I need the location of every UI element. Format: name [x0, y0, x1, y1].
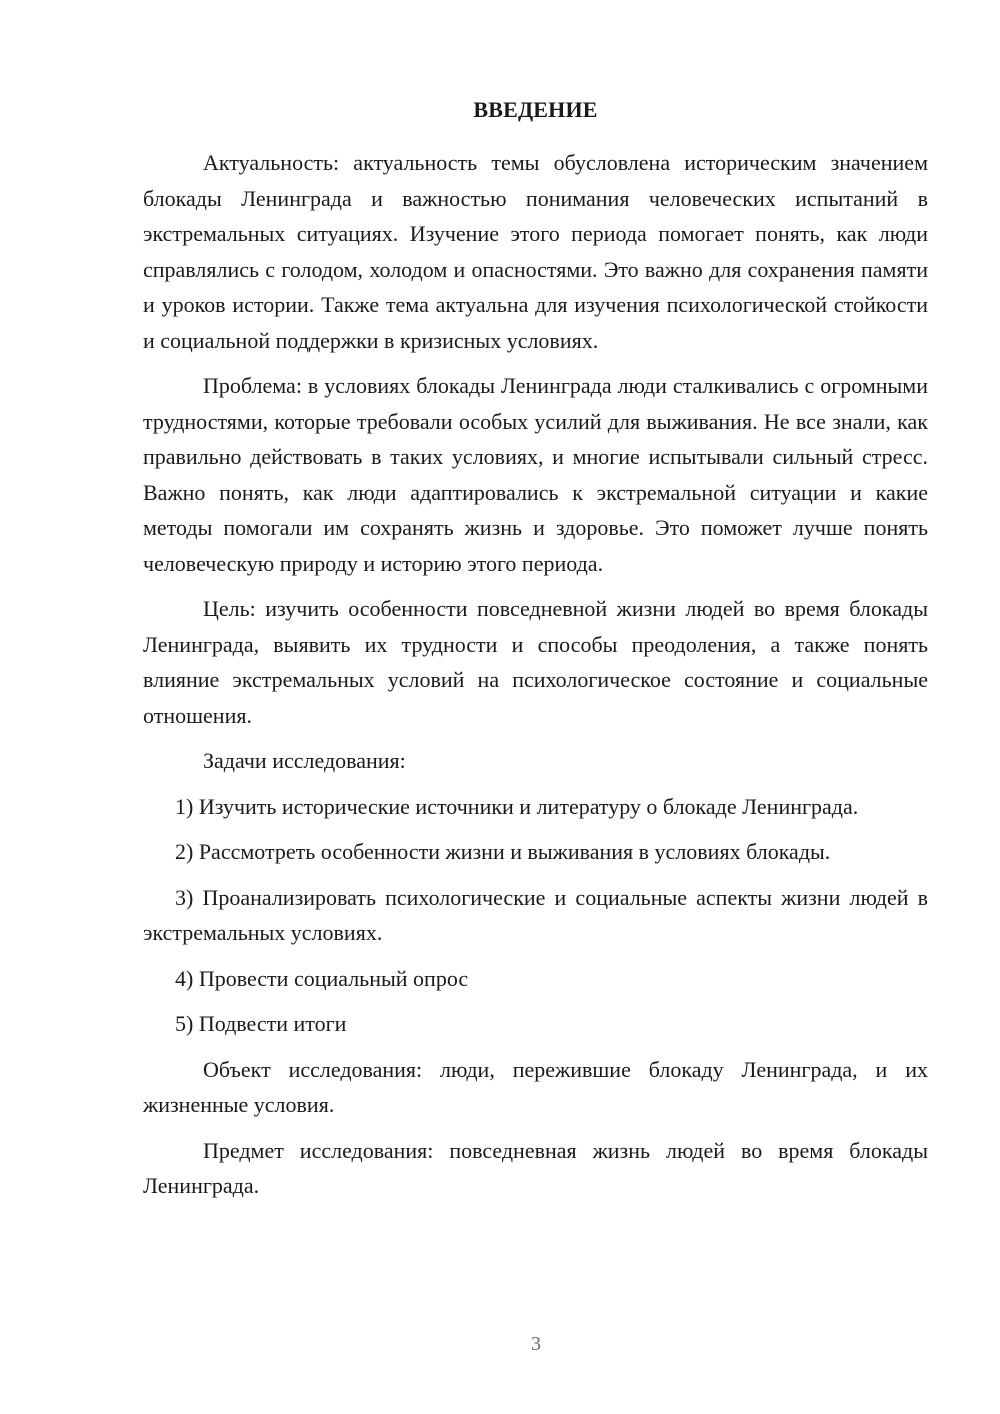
object-paragraph: Объект исследования: люди, пережившие блокаду Ленинграда, и их жизненные условия. [143, 1056, 928, 1117]
task-item-5: 5) Подвести итоги [175, 1011, 347, 1036]
tasks-heading: Задачи исследования: [203, 748, 406, 773]
page-content [143, 96, 928, 1214]
problem-paragraph: Проблема: в условиях блокады Ленинграда люди сталкивались с огромными трудностями, которые требовали особых усилий для выживания. Не все знали, как правильно действовать в таких условиях, и многие испытывали сильный стресс. Важно понять, как люди адаптировались к экстремальной ситуации и какие методы помогали им сохранять жизнь и здоровье. Это поможет лучше понять человеческую природу и историю этого периода. [143, 373, 928, 576]
task-item-2: 2) Рассмотреть особенности жизни и выживания в условиях блокады. [175, 839, 831, 864]
task-item-1: 1) Изучить исторические источники и литературу о блокаде Ленинграда. [175, 793, 859, 819]
section-title: ВВЕДЕНИЕ [473, 97, 598, 122]
relevance-paragraph: Актуальность: актуальность темы обусловлена историческим значением блокады Ленинграда и важностью понимания человеческих испытаний в экстремальных ситуациях. Изучение этого периода помогает понять, как люди справлялись с голодом, холодом и опасностями. Это важно для сохранения памяти и уроков истории. Также тема актуальна для изучения психологической стойкости и социальной поддержки в кризисных условиях. [143, 150, 928, 353]
goal-paragraph: Цель: изучить особенности повседневной жизни людей во время блокады Ленинграда, выявить их трудности и способы преодоления, а также понять влияние экстремальных условий на психологическое состояние и социальные отношения. [143, 596, 928, 728]
task-item-3: 3) Проанализировать психологические и социальные аспекты жизни людей в экстремальных условиях. [143, 884, 928, 945]
page-number: 3 [531, 1333, 541, 1355]
task-item-4: 4) Провести социальный опрос [175, 965, 469, 991]
subject-paragraph: Предмет исследования: повседневная жизнь людей во время блокады Ленинграда. [143, 1137, 928, 1198]
